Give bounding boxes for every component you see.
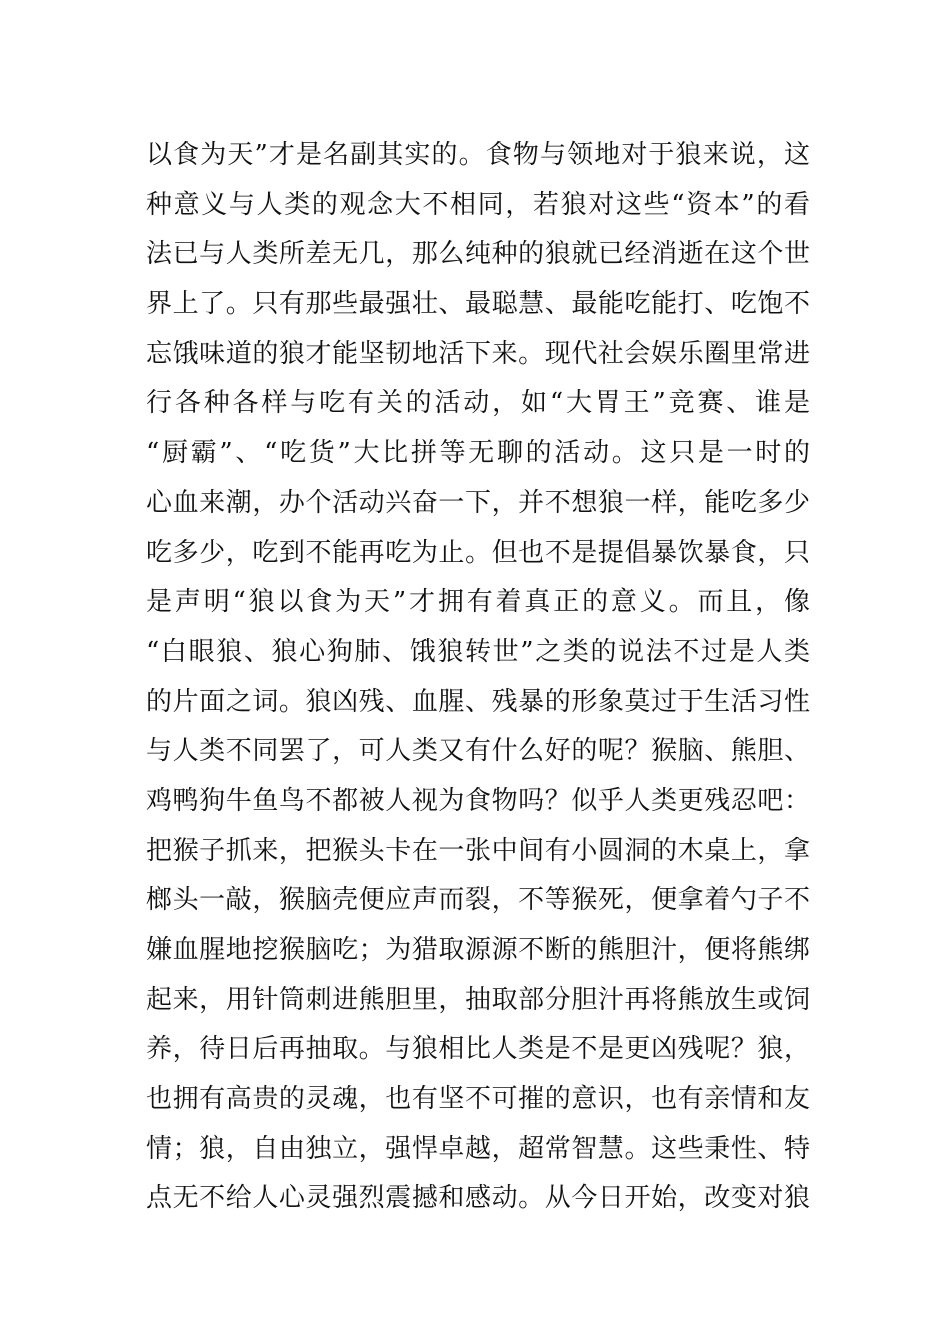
text-line: 种意义与人类的观念大不相同，若狼对这些“资本”的看 [146, 189, 810, 220]
text-line: 以食为天”才是名副其实的。食物与领地对于狼来说，这 [146, 140, 810, 170]
text-line: 养，待日后再抽取。与狼相比人类是不是更凶残呢？狼， [146, 1034, 810, 1065]
text-line: 法已与人类所差无几，那么纯种的狼就已经消逝在这个世 [146, 239, 810, 270]
text-line: 与人类不同罢了，可人类又有什么好的呢？猴脑、熊胆、 [146, 736, 810, 767]
text-line: 嫌血腥地挖猴脑吃；为猎取源源不断的熊胆汁，便将熊绑 [146, 935, 810, 965]
text-line: 情；狼，自由独立，强悍卓越，超常智慧。这些秉性、特 [146, 1133, 810, 1164]
text-line: 行各种各样与吃有关的活动，如“大胃王”竞赛、谁是 [146, 388, 810, 419]
text-line: 鸡鸭狗牛鱼鸟不都被人视为食物吗？似乎人类更残忍吧： [146, 785, 810, 816]
text-line: 把猴子抓来，把猴头卡在一张中间有小圆洞的木桌上，拿 [146, 835, 810, 866]
body-text [146, 131, 810, 1224]
text-line: 起来，用针筒刺进熊胆里，抽取部分胆汁再将熊放生或饲 [146, 984, 810, 1015]
text-line: 也拥有高贵的灵魂，也有坚不可摧的意识，也有亲情和友 [146, 1084, 810, 1115]
text-line: 界上了。只有那些最强壮、最聪慧、最能吃能打、吃饱不 [146, 289, 810, 320]
text-line: 的片面之词。狼凶残、血腥、残暴的形象莫过于生活习性 [146, 686, 810, 717]
text-line: 心血来潮，办个活动兴奋一下，并不想狼一样，能吃多少 [146, 487, 810, 518]
text-line: 榔头一敲，猴脑壳便应声而裂，不等猴死，便拿着勺子不 [146, 885, 810, 916]
text-line: 吃多少，吃到不能再吃为止。但也不是提倡暴饮暴食，只 [146, 537, 810, 568]
text-line: “白眼狼、狼心狗肺、饿狼转世”之类的说法不过是人类 [146, 636, 810, 667]
text-line: 是声明“狼以食为天”才拥有着真正的意义。而且，像 [146, 587, 810, 618]
text-line: 忘饿味道的狼才能坚韧地活下来。现代社会娱乐圈里常进 [146, 338, 810, 369]
text-line: “厨霸”、“吃货”大比拼等无聊的活动。这只是一时的 [146, 438, 810, 469]
text-line: 点无不给人心灵强烈震撼和感动。从今日开始，改变对狼 [146, 1183, 810, 1214]
